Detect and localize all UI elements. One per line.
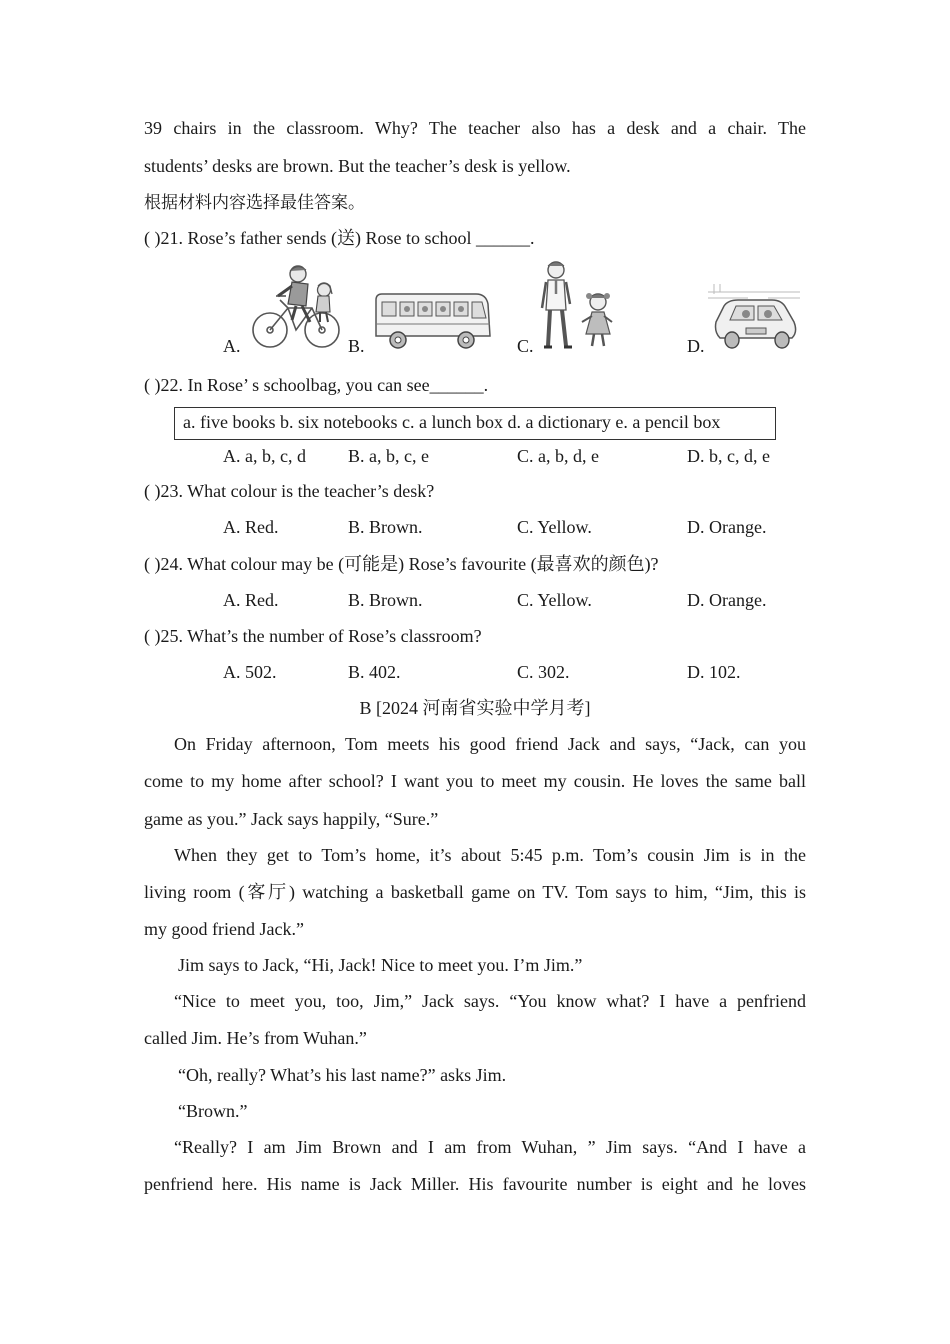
q25-option-d: D. 102.: [687, 662, 741, 682]
q22-item-list: a. five books b. six notebooks c. a lunch box d. a dictionary e. a pencil box: [183, 412, 721, 432]
q22-option-c: C. a, b, d, e: [517, 446, 599, 466]
question-24-stem: ( )24. What colour may be (可能是) Rose’s favourite (最喜欢的颜色)?: [144, 554, 659, 574]
q25-option-a: A. 502.: [223, 662, 277, 682]
passage-a-line: students’ desks are brown. But the teacher’s desk is yellow.: [144, 156, 571, 176]
section-b-heading: B [2024 河南省实验中学月考]: [359, 698, 591, 718]
passage-b-line: penfriend here. His name is Jack Miller. His favourite number is eight and he loves: [144, 1174, 806, 1194]
passage-b-line: called Jim. He’s from Wuhan.”: [144, 1028, 367, 1048]
passage-b-line: Jim says to Jack, “Hi, Jack! Nice to meet you. I’m Jim.”: [178, 955, 583, 975]
q24-option-d: D. Orange.: [687, 590, 767, 610]
q25-option-b: B. 402.: [348, 662, 401, 682]
passage-a-line: 39 chairs in the classroom. Why? The teacher also has a desk and a chair. The: [144, 118, 806, 138]
passage-b-line: On Friday afternoon, Tom meets his good friend Jack and says, “Jack, can you: [174, 734, 806, 754]
passage-b-line: my good friend Jack.”: [144, 919, 304, 939]
question-22-stem: ( )22. In Rose’ s schoolbag, you can see______.: [144, 375, 489, 395]
car-icon: [708, 282, 800, 350]
q24-option-a: A. Red.: [223, 590, 279, 610]
q22-option-d: D. b, c, d, e: [687, 446, 770, 466]
q21-option-c-label: C.: [517, 336, 534, 356]
question-25-stem: ( )25. What’s the number of Rose’s classroom?: [144, 626, 482, 646]
q22-option-b: B. a, b, c, e: [348, 446, 429, 466]
passage-b-line: living room (客厅) watching a basketball game on TV. Tom says to him, “Jim, this is: [144, 882, 806, 902]
father-daughter-bicycle-icon: [250, 262, 342, 350]
passage-b-line: “Nice to meet you, too, Jim,” Jack says. “You know what? I have a penfriend: [174, 991, 806, 1011]
passage-b-line: “Brown.”: [178, 1101, 248, 1121]
q22-option-a: A. a, b, c, d: [223, 446, 306, 466]
q24-option-c: C. Yellow.: [517, 590, 592, 610]
father-daughter-walking-icon: [540, 260, 616, 352]
passage-b-line: come to my home after school? I want you to meet my cousin. He loves the same ball: [144, 771, 806, 791]
q23-option-d: D. Orange.: [687, 517, 767, 537]
passage-b-line: game as you.” Jack says happily, “Sure.”: [144, 809, 439, 829]
passage-b-line: “Oh, really? What’s his last name?” asks Jim.: [178, 1065, 507, 1085]
question-23-stem: ( )23. What colour is the teacher’s desk?: [144, 481, 435, 501]
q21-option-d-label: D.: [687, 336, 705, 356]
passage-b-line: When they get to Tom’s home, it’s about 5:45 p.m. Tom’s cousin Jim is in the: [174, 845, 806, 865]
q23-option-a: A. Red.: [223, 517, 279, 537]
q21-option-a-label: A.: [223, 336, 241, 356]
q23-option-c: C. Yellow.: [517, 517, 592, 537]
bus-icon: [372, 292, 492, 352]
passage-b-line: “Really? I am Jim Brown and I am from Wuhan, ” Jim says. “And I have a: [174, 1137, 806, 1157]
q25-option-c: C. 302.: [517, 662, 570, 682]
q23-option-b: B. Brown.: [348, 517, 423, 537]
instruction: 根据材料内容选择最佳答案。: [144, 193, 365, 213]
q22-item-box: [174, 407, 776, 440]
question-21-stem: ( )21. Rose’s father sends (送) Rose to school ______.: [144, 228, 535, 248]
q21-option-b-label: B.: [348, 336, 365, 356]
q24-option-b: B. Brown.: [348, 590, 423, 610]
